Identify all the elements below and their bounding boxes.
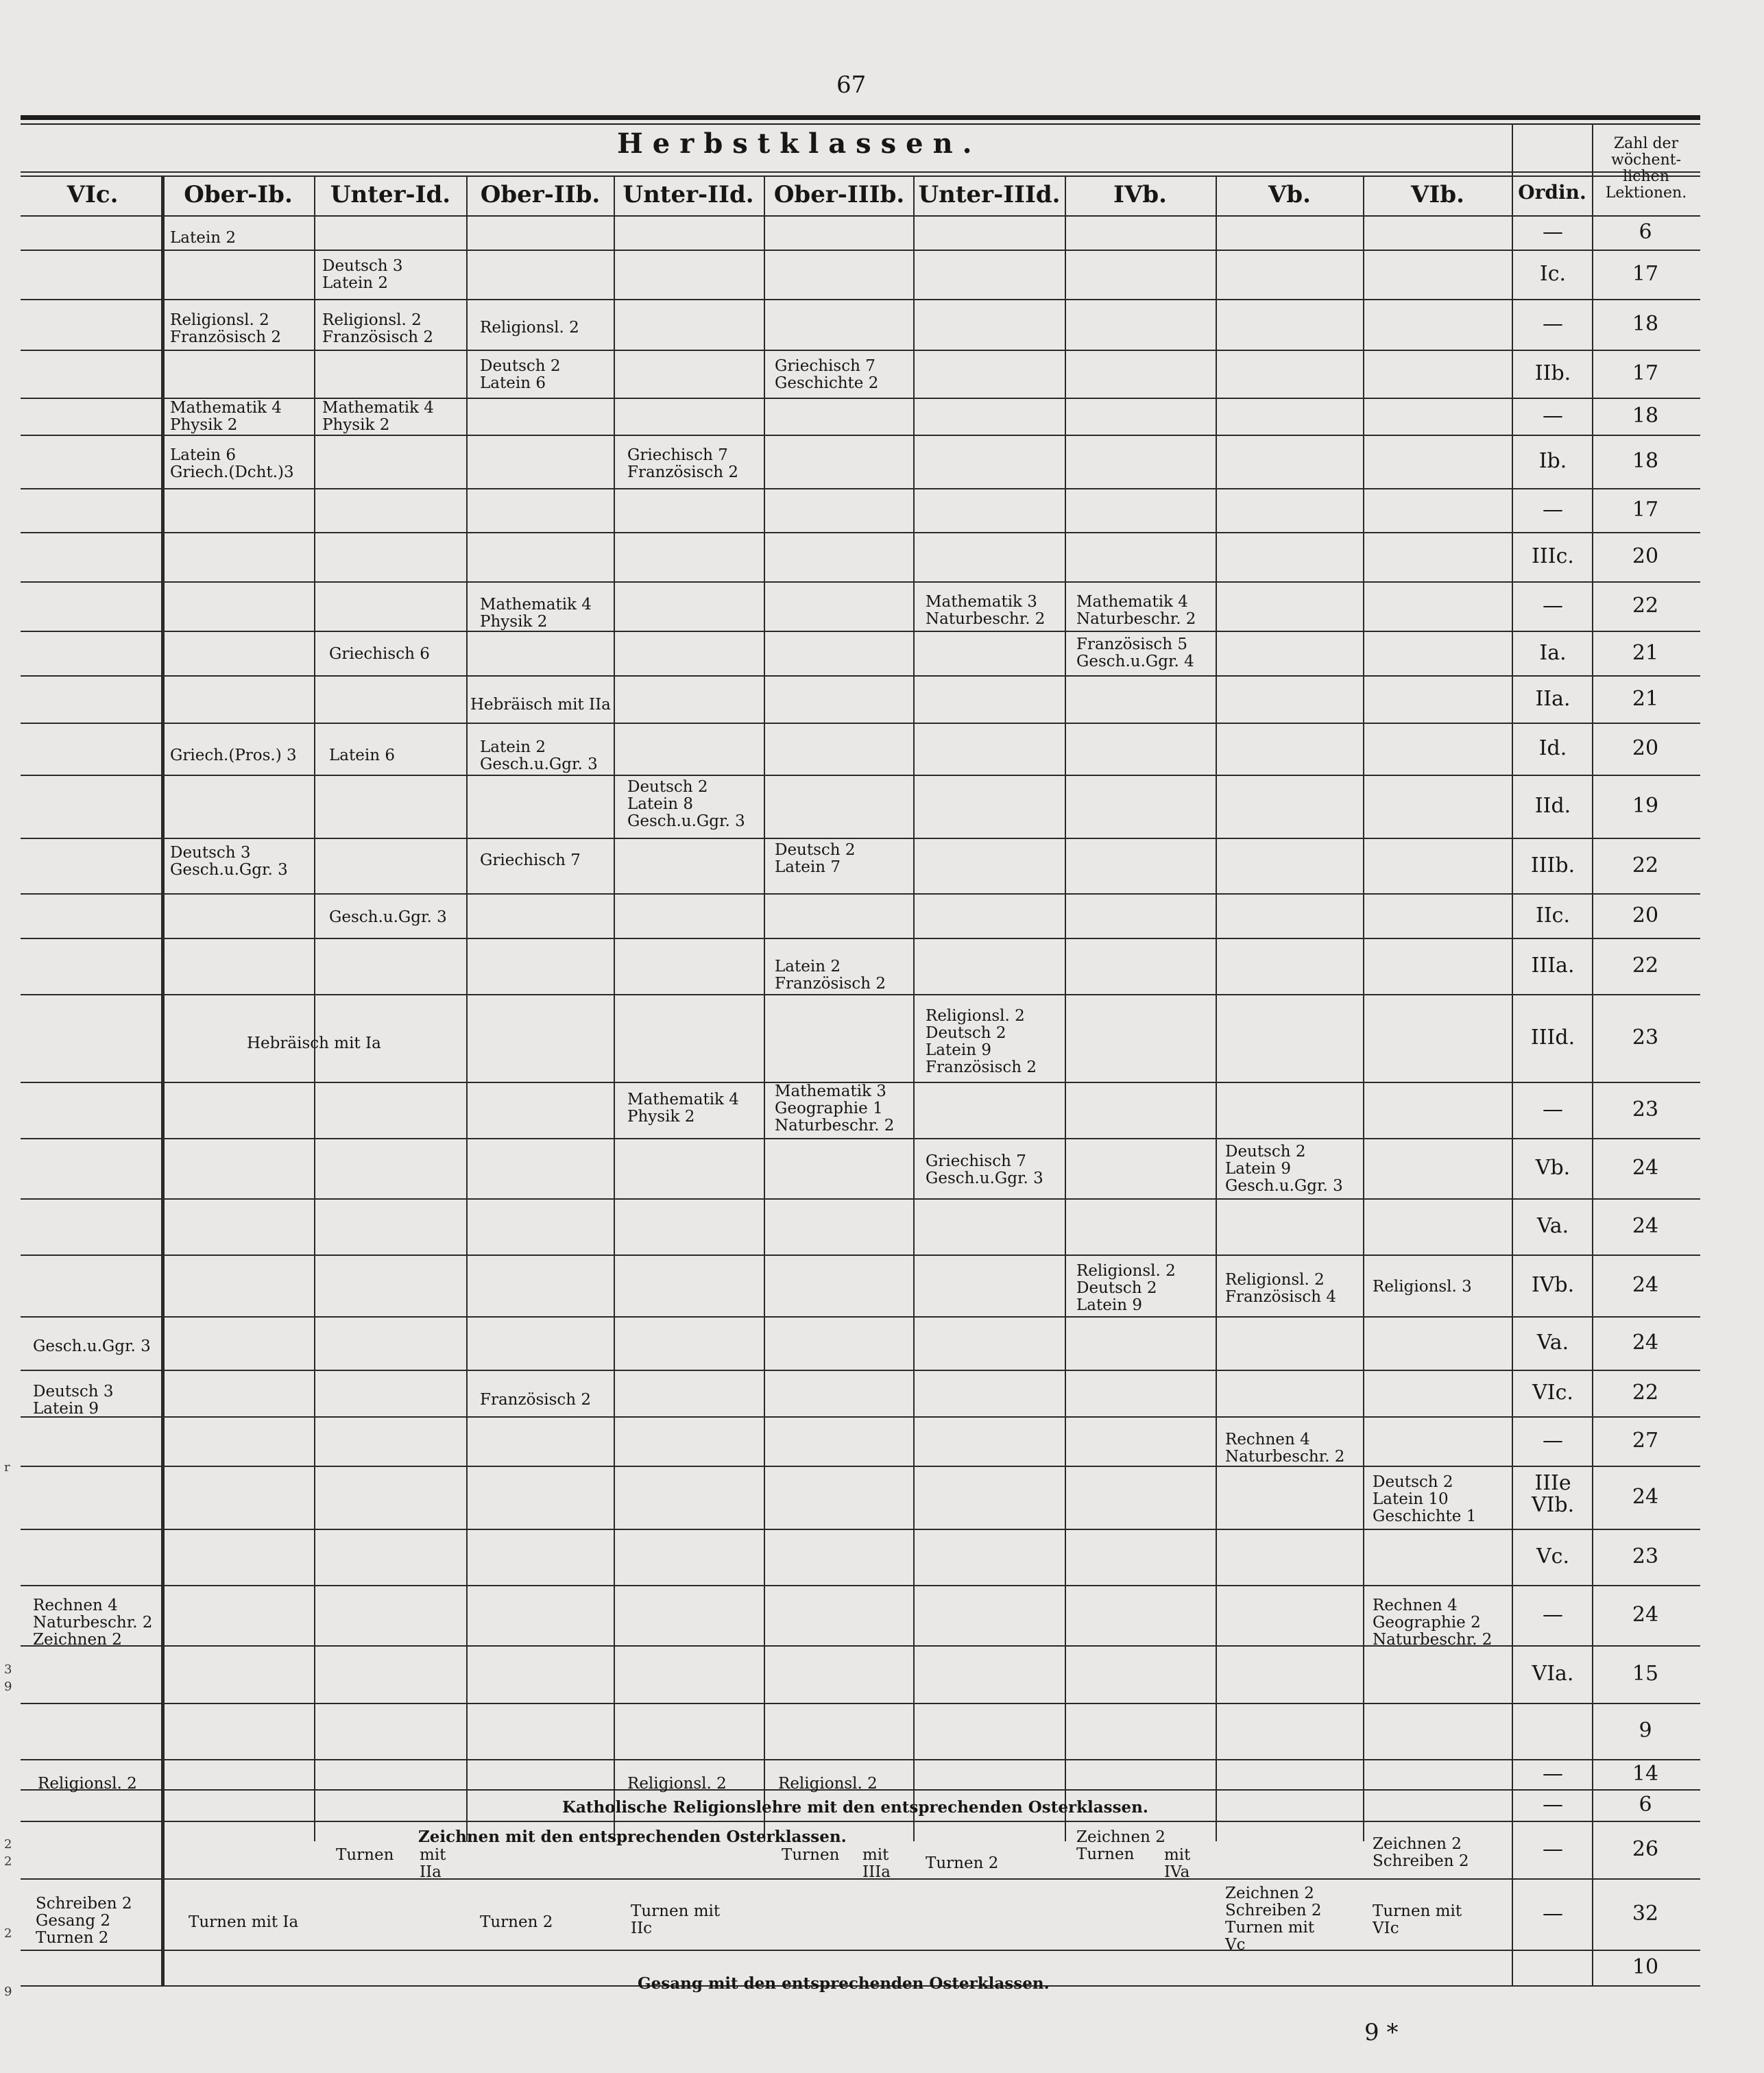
span-note-gesang: Gesang mit den entsprechenden Osterklassen. — [638, 1974, 1050, 1993]
col-header: VIb. — [1411, 181, 1464, 208]
row-rule — [21, 1316, 1700, 1318]
cell: Gesch.u.Ggr. 3 — [33, 1337, 151, 1355]
row-rule — [21, 1416, 1700, 1418]
cell: Latein 6 Griech.(Dcht.)3 — [170, 446, 294, 481]
lesson-count-cell: 21 — [1632, 686, 1659, 711]
cell: Rechnen 4 Naturbeschr. 2 — [1225, 1431, 1345, 1466]
lesson-count-cell: 23 — [1632, 1544, 1659, 1568]
lesson-count-cell: 22 — [1632, 853, 1659, 877]
col-sep — [1065, 175, 1066, 1841]
cell: Deutsch 3 Gesch.u.Ggr. 3 — [170, 844, 288, 879]
span-note-zeichnen: Zeichnen mit den entsprechenden Osterklassen. — [418, 1828, 847, 1846]
col-header: IVb. — [1113, 181, 1167, 208]
lesson-count-cell: 17 — [1632, 498, 1659, 522]
ordin-cell: Ib. — [1538, 449, 1567, 473]
lesson-count-cell: 26 — [1632, 1837, 1659, 1861]
cell: Schreiben 2 Gesang 2 Turnen 2 — [36, 1895, 132, 1947]
margin-mark: 3 — [4, 1662, 12, 1677]
lesson-count-cell: 10 — [1632, 1955, 1659, 1979]
margin-mark: 2 — [4, 1854, 12, 1869]
lesson-count-cell: 27 — [1632, 1429, 1659, 1453]
row-rule — [21, 1529, 1700, 1530]
ordin-cell: IIb. — [1534, 361, 1571, 385]
lesson-count-cell: 20 — [1632, 903, 1659, 928]
row-rule — [21, 1759, 1700, 1760]
margin-mark: 9 — [4, 1680, 12, 1694]
cell: Turnen mit IIc — [631, 1902, 721, 1937]
margin-mark: 2 — [4, 1837, 12, 1852]
col-sep — [764, 175, 765, 1841]
lesson-count-cell: 9 — [1639, 1719, 1652, 1743]
top-rule-thin — [21, 123, 1700, 125]
cell: Griechisch 7 Gesch.u.Ggr. 3 — [926, 1152, 1043, 1187]
col-sep — [1592, 123, 1593, 1985]
col-header: Ober-Ib. — [184, 181, 293, 208]
cell: mit IIIa — [862, 1846, 891, 1881]
lesson-count-cell: 22 — [1632, 954, 1659, 978]
cell: Latein 6 — [329, 747, 395, 764]
lesson-count-cell: 24 — [1632, 1156, 1659, 1180]
cell: Deutsch 2 Latein 6 — [480, 357, 561, 392]
ordin-cell: IVb. — [1531, 1273, 1575, 1297]
col-header: Ordin. — [1518, 181, 1586, 204]
lesson-count-cell: 14 — [1632, 1762, 1659, 1786]
ordin-cell: VIc. — [1532, 1381, 1573, 1405]
cell: Mathematik 4 Physik 2 — [322, 399, 434, 434]
cell: Deutsch 3 Latein 2 — [322, 257, 403, 292]
ordin-cell: — — [1543, 1762, 1563, 1786]
cell: Deutsch 2 Latein 8 Gesch.u.Ggr. 3 — [627, 778, 745, 830]
row-rule — [21, 532, 1700, 533]
lesson-count-cell: 6 — [1639, 1793, 1652, 1817]
row-rule — [21, 631, 1700, 632]
cell: Latein 2 — [170, 229, 236, 247]
lesson-count-cell: 15 — [1632, 1662, 1659, 1686]
ordin-cell: VIa. — [1532, 1662, 1574, 1686]
row-rule — [21, 1370, 1700, 1371]
ordin-cell: Vb. — [1535, 1156, 1571, 1180]
ordin-cell: — — [1543, 404, 1563, 428]
ordin-cell: IIIc. — [1532, 544, 1574, 568]
table-title: Herbstklassen. — [617, 128, 982, 160]
ordin-cell: Ia. — [1539, 640, 1567, 665]
cell: Mathematik 4 Naturbeschr. 2 — [1076, 593, 1196, 628]
margin-mark: 2 — [4, 1926, 12, 1941]
col-sep — [1363, 175, 1364, 1841]
cell: Zeichnen 2 Schreiben 2 Turnen mit Vc — [1225, 1884, 1322, 1954]
cell: Religionsl. 2 — [627, 1775, 727, 1793]
row-rule — [21, 838, 1700, 839]
row-rule — [21, 1198, 1700, 1200]
row-rule — [21, 488, 1700, 489]
cell: Turnen 2 — [926, 1854, 999, 1872]
cell: Latein 2 Gesch.u.Ggr. 3 — [480, 738, 598, 773]
cell: mit IIa — [420, 1846, 446, 1881]
cell: mit IVa — [1164, 1846, 1191, 1881]
cell: Turnen 2 — [480, 1913, 553, 1931]
row-rule — [21, 938, 1700, 939]
lesson-count-cell: 24 — [1632, 1273, 1659, 1297]
top-rule — [21, 115, 1700, 120]
row-rule — [21, 581, 1700, 583]
margin-mark: 9 — [4, 1985, 12, 1999]
cell: Gesch.u.Ggr. 3 — [329, 908, 447, 926]
lesson-count-cell: 24 — [1632, 1603, 1659, 1627]
ordin-cell: — — [1543, 498, 1563, 522]
col-sep — [913, 175, 915, 1841]
col-header: Unter-Id. — [330, 181, 451, 208]
header-top-rule — [21, 171, 1700, 173]
cell: Religionsl. 2 Französisch 4 — [1225, 1271, 1337, 1306]
cell: Religionsl. 2 Französisch 2 — [170, 311, 282, 346]
row-rule — [21, 1950, 1700, 1951]
lesson-count-cell: 17 — [1632, 361, 1659, 385]
ordin-cell: IIIb. — [1530, 853, 1575, 877]
cell: Rechnen 4 Geographie 2 Naturbeschr. 2 — [1373, 1597, 1493, 1649]
cell: Zeichnen 2 Turnen — [1076, 1828, 1165, 1863]
row-rule — [21, 1821, 1700, 1822]
lesson-count-cell: 6 — [1639, 220, 1652, 244]
row-rule — [21, 1466, 1700, 1467]
row-rule — [21, 1254, 1700, 1256]
cell: Rechnen 4 Naturbeschr. 2 Zeichnen 2 — [33, 1597, 153, 1649]
lesson-count-cell: 20 — [1632, 736, 1659, 760]
cell: Griechisch 7 — [480, 851, 581, 869]
col-sep — [466, 175, 468, 1841]
col-sep — [614, 175, 615, 1841]
cell: Turnen mit Ia — [189, 1913, 299, 1931]
lesson-count-cell: 20 — [1632, 544, 1659, 568]
lesson-count-cell: 22 — [1632, 1381, 1659, 1405]
cell: Griechisch 7 Französisch 2 — [627, 446, 739, 481]
cell: Hebräisch mit IIa — [470, 696, 611, 714]
ordin-cell: IIIa. — [1531, 954, 1575, 978]
row-rule — [21, 1138, 1700, 1139]
ordin-cell: Ic. — [1539, 262, 1567, 286]
cell: Griechisch 6 — [329, 645, 430, 663]
row-rule — [21, 723, 1700, 724]
header-bottom-rule — [21, 215, 1700, 217]
lesson-count-cell: 24 — [1632, 1331, 1659, 1355]
lesson-count-cell: 24 — [1632, 1214, 1659, 1238]
row-rule — [21, 994, 1700, 995]
col-header: Vb. — [1268, 181, 1311, 208]
ordin-cell: — — [1543, 1902, 1563, 1926]
cell: Mathematik 3 Geographie 1 Naturbeschr. 2 — [775, 1082, 895, 1135]
row-rule — [21, 1585, 1700, 1586]
lesson-count-cell: 21 — [1632, 640, 1659, 665]
ordin-cell: Id. — [1538, 736, 1567, 760]
row-rule — [21, 350, 1700, 351]
col-header: Ober-IIIb. — [773, 181, 905, 208]
header-top-rule-2 — [21, 175, 1700, 177]
row-rule — [21, 1703, 1700, 1704]
signature-mark: 9 * — [1364, 2019, 1399, 2046]
ordin-cell: — — [1543, 1837, 1563, 1861]
ordin-cell: Vc. — [1536, 1544, 1569, 1568]
lesson-count-cell: 18 — [1632, 312, 1659, 336]
row-rule — [21, 775, 1700, 776]
cell: Religionsl. 2 — [480, 319, 579, 337]
row-rule — [21, 893, 1700, 895]
col-header: Ober-IIb. — [480, 181, 601, 208]
cell: Mathematik 3 Naturbeschr. 2 — [926, 593, 1046, 628]
cell: Religionsl. 2 Französisch 2 — [322, 311, 434, 346]
cell: Mathematik 4 Physik 2 — [170, 399, 282, 434]
lesson-count-cell: 22 — [1632, 594, 1659, 618]
ordin-cell: — — [1543, 312, 1563, 336]
cell: Latein 2 Französisch 2 — [775, 958, 886, 993]
cell: Zeichnen 2 Schreiben 2 — [1373, 1835, 1469, 1870]
cell: Turnen — [782, 1846, 840, 1864]
col-sep — [314, 175, 315, 1841]
ordin-cell: — — [1543, 594, 1563, 618]
lesson-count-cell: 18 — [1632, 404, 1659, 428]
ordin-cell: — — [1543, 1793, 1563, 1817]
cell: Griech.(Pros.) 3 — [170, 747, 297, 764]
cell: Deutsch 2 Latein 9 Gesch.u.Ggr. 3 — [1225, 1143, 1343, 1195]
ordin-cell: IIc. — [1535, 903, 1571, 928]
cell: Französisch 2 — [480, 1391, 592, 1409]
cell: Griechisch 7 Geschichte 2 — [775, 357, 879, 392]
cell: Religionsl. 2 Deutsch 2 Latein 9 Französisch 2 — [926, 1007, 1037, 1076]
lesson-count-cell: 17 — [1632, 262, 1659, 286]
row-rule — [21, 1878, 1700, 1880]
cell: Mathematik 4 Physik 2 — [627, 1091, 739, 1126]
ordin-cell: Va. — [1536, 1331, 1569, 1355]
lesson-count-cell: 24 — [1632, 1485, 1659, 1509]
cell: Deutsch 2 Latein 7 — [775, 841, 856, 876]
ordin-cell: — — [1543, 1098, 1563, 1122]
cell: Französisch 5 Gesch.u.Ggr. 4 — [1076, 635, 1194, 670]
row-rule — [21, 435, 1700, 436]
cell: Religionsl. 2 — [38, 1775, 137, 1793]
cell: Deutsch 3 Latein 9 — [33, 1383, 114, 1418]
lesson-count-cell: 23 — [1632, 1098, 1659, 1122]
col-header: Unter-IIId. — [918, 181, 1061, 208]
col-header: VIc. — [67, 181, 119, 208]
row-rule — [21, 675, 1700, 677]
cell: Turnen — [336, 1846, 394, 1864]
ordin-cell: — — [1543, 1603, 1563, 1627]
row-rule — [21, 250, 1700, 251]
cell: Turnen mit VIc — [1373, 1902, 1462, 1937]
lesson-count-cell: 32 — [1632, 1902, 1659, 1926]
col-header: Unter-IId. — [623, 181, 754, 208]
cell: Religionsl. 3 — [1373, 1278, 1472, 1296]
lesson-count-cell: 19 — [1632, 794, 1659, 818]
ordin-cell: IIId. — [1530, 1026, 1575, 1050]
cell: Hebräisch mit Ia — [247, 1034, 381, 1052]
lesson-count-cell: 18 — [1632, 449, 1659, 473]
col-sep — [161, 175, 165, 1985]
col-sep — [1512, 123, 1513, 1985]
cell: Religionsl. 2 — [778, 1775, 878, 1793]
page-number: 67 — [836, 71, 867, 99]
cell: Mathematik 4 Physik 2 — [480, 596, 592, 631]
row-rule — [21, 299, 1700, 300]
lesson-count-cell: 23 — [1632, 1026, 1659, 1050]
cell: Deutsch 2 Latein 10 Geschichte 1 — [1373, 1473, 1477, 1525]
margin-mark: r — [4, 1460, 10, 1475]
count-header: Zahl der wöchent-lichen Lektionen. — [1605, 135, 1687, 202]
ordin-cell: IId. — [1534, 794, 1571, 818]
ordin-cell: — — [1543, 1429, 1563, 1453]
cell: Religionsl. 2 Deutsch 2 Latein 9 — [1076, 1262, 1176, 1314]
ordin-cell: IIa. — [1535, 686, 1571, 711]
ordin-cell: — — [1543, 220, 1563, 244]
span-note-katholisch: Katholische Religionslehre mit den entsprechenden Osterklassen. — [562, 1798, 1148, 1817]
ordin-cell: Va. — [1536, 1214, 1569, 1238]
ordin-cell: IIIe VIb. — [1531, 1471, 1575, 1517]
col-sep — [1216, 175, 1217, 1841]
